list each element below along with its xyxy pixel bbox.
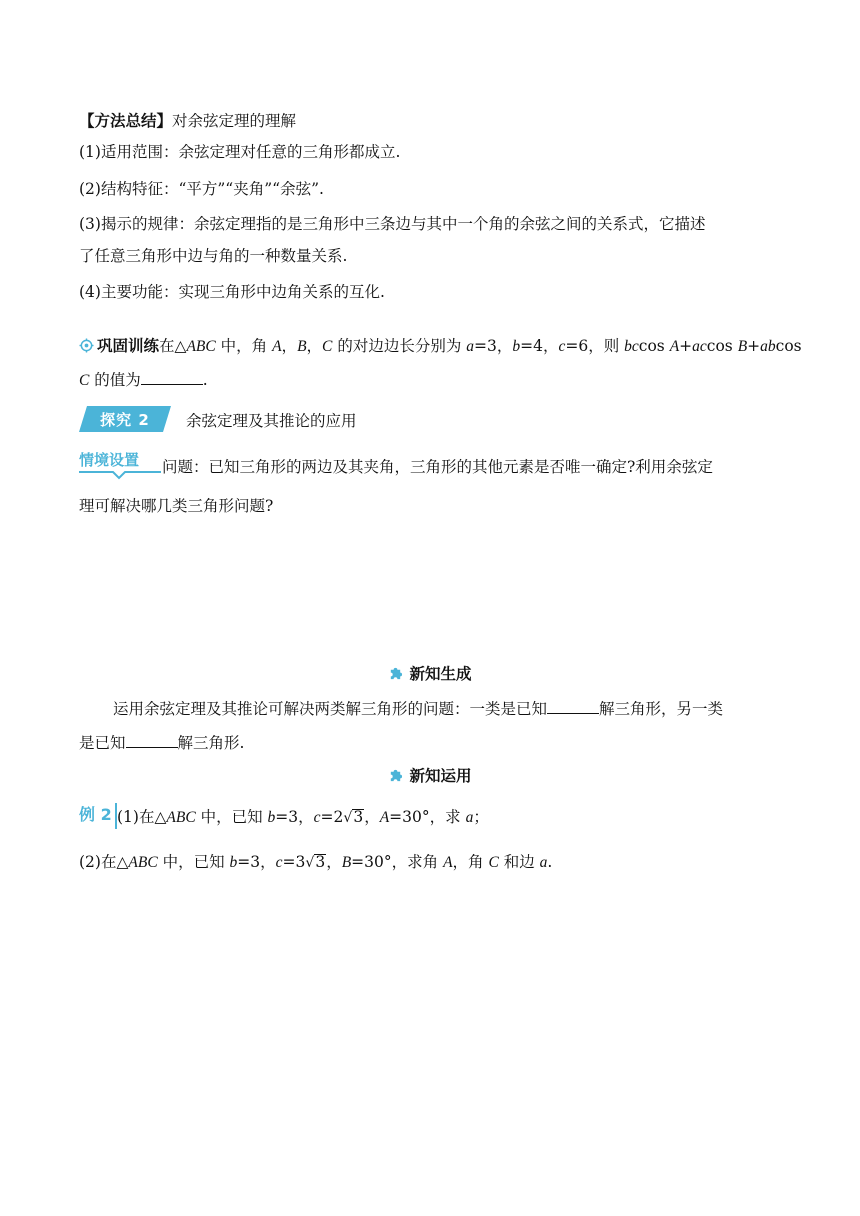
- var-c: c: [313, 809, 321, 826]
- triangle-name: ABC: [128, 854, 158, 871]
- text: 的值为: [89, 371, 141, 389]
- example-badge: [79, 803, 115, 829]
- sqrt-radicand: 3: [315, 853, 326, 871]
- triangle-name: ABC: [166, 809, 196, 826]
- var-C: C: [322, 338, 333, 355]
- var-c: c: [275, 854, 283, 871]
- method-item-3: (3)揭示的规律：余弦定理指的是三角形中三条边与其中一个角的余弦之间的关系式，它描述: [79, 215, 706, 233]
- text: 是已知: [79, 734, 126, 752]
- sqrt-sign: √: [305, 855, 315, 871]
- example-badge-label: 例 2: [79, 805, 112, 824]
- var-C: C: [488, 854, 499, 871]
- text: +: [679, 337, 693, 355]
- var-A: A: [379, 809, 390, 826]
- text: 在△: [159, 337, 187, 355]
- text: .: [547, 853, 553, 871]
- practice-label: 巩固训练: [97, 337, 160, 355]
- text: =3，: [474, 337, 513, 355]
- text: 中，已知: [157, 853, 230, 871]
- text: 解三角形.: [177, 734, 245, 752]
- text: =3，: [275, 808, 314, 826]
- text: (1)在△: [117, 808, 167, 826]
- var-ac: ac: [692, 338, 707, 355]
- var-a: a: [466, 338, 474, 355]
- text: cos: [706, 337, 738, 355]
- explore-title: 余弦定理及其推论的应用: [186, 412, 357, 430]
- method-summary-title: 【方法总结】: [79, 112, 173, 130]
- var-c: c: [558, 338, 566, 355]
- var-A: A: [443, 854, 453, 871]
- text: =6，则: [565, 337, 625, 355]
- method-item-2: (2)结构特征：“平方”“夹角”“余弦”.: [79, 180, 324, 198]
- new-knowledge-heading-label: 新知生成: [409, 665, 472, 683]
- text: 运用余弦定理及其推论可解决两类解三角形的问题：一类是已知: [113, 700, 548, 718]
- var-b: b: [229, 854, 238, 871]
- text: 中，已知: [195, 808, 268, 826]
- puzzle-icon: [388, 768, 403, 783]
- scenario-line-1: 问题：已知三角形的两边及其夹角，三角形的其他元素是否唯一确定?利用余弦定: [162, 458, 713, 476]
- method-item-3-cont: 了任意三角形中边与角的一种数量关系.: [79, 247, 348, 265]
- text: +: [747, 337, 761, 355]
- var-C: C: [79, 372, 90, 389]
- new-knowledge-line-1: [113, 698, 723, 720]
- example-part-1: [117, 806, 489, 829]
- text: =2: [320, 808, 344, 826]
- practice-line-1: [79, 335, 802, 358]
- text: ，: [364, 808, 380, 826]
- text: cos: [638, 337, 670, 355]
- var-A: A: [669, 338, 680, 355]
- fill-blank-1[interactable]: [547, 699, 599, 714]
- text: 中，角: [215, 337, 273, 355]
- var-ab: ab: [760, 338, 776, 355]
- var-A: A: [272, 338, 282, 355]
- puzzle-icon: [388, 666, 403, 681]
- text: ，: [306, 337, 323, 355]
- triangle-name: ABC: [186, 338, 216, 355]
- application-heading: [0, 765, 860, 787]
- badge-underline-shape: [79, 470, 161, 480]
- new-knowledge-line-2: [79, 732, 244, 754]
- text: 的对边边长分别为: [332, 337, 467, 355]
- text: 和边: [498, 853, 540, 871]
- explore-badge-label: 探究 2: [100, 410, 150, 429]
- var-B: B: [341, 854, 352, 871]
- practice-line-2: [79, 369, 208, 392]
- scenario-badge: [79, 449, 161, 479]
- method-summary-heading: [79, 110, 296, 132]
- text: =3: [282, 853, 306, 871]
- text: =30°，求: [389, 808, 466, 826]
- scenario-badge-label: 情境设置: [79, 449, 161, 471]
- text: =30°，求角: [351, 853, 444, 871]
- text: 解三角形，另一类: [599, 700, 724, 718]
- var-B: B: [737, 338, 748, 355]
- text: (2)在△: [79, 853, 129, 871]
- var-bc: bc: [624, 338, 639, 355]
- text: =3，: [237, 853, 276, 871]
- text: .: [202, 371, 208, 389]
- scenario-line-2: 理可解决哪几类三角形问题?: [79, 497, 274, 515]
- text: cos: [775, 337, 802, 355]
- text: ；: [473, 808, 489, 826]
- var-a: a: [539, 854, 548, 871]
- method-summary-subtitle: 对余弦定理的理解: [172, 112, 297, 130]
- var-a: a: [465, 809, 474, 826]
- answer-blank[interactable]: [141, 370, 203, 385]
- text: ，角: [452, 853, 489, 871]
- application-heading-label: 新知运用: [409, 767, 472, 785]
- sqrt-sign: √: [343, 810, 353, 826]
- text: ，: [281, 337, 298, 355]
- example-part-2: [79, 851, 552, 874]
- target-icon: [79, 338, 94, 353]
- explore-badge: [79, 406, 171, 432]
- text: =4，: [520, 337, 559, 355]
- sqrt-radicand: 3: [353, 808, 364, 826]
- method-item-1: (1)适用范围：余弦定理对任意的三角形都成立.: [79, 143, 401, 161]
- fill-blank-2[interactable]: [126, 733, 178, 748]
- var-b: b: [512, 338, 521, 355]
- var-B: B: [297, 338, 307, 355]
- method-item-4: (4)主要功能：实现三角形中边角关系的互化.: [79, 283, 385, 301]
- var-b: b: [267, 809, 276, 826]
- text: ，: [326, 853, 342, 871]
- new-knowledge-heading: [0, 663, 860, 685]
